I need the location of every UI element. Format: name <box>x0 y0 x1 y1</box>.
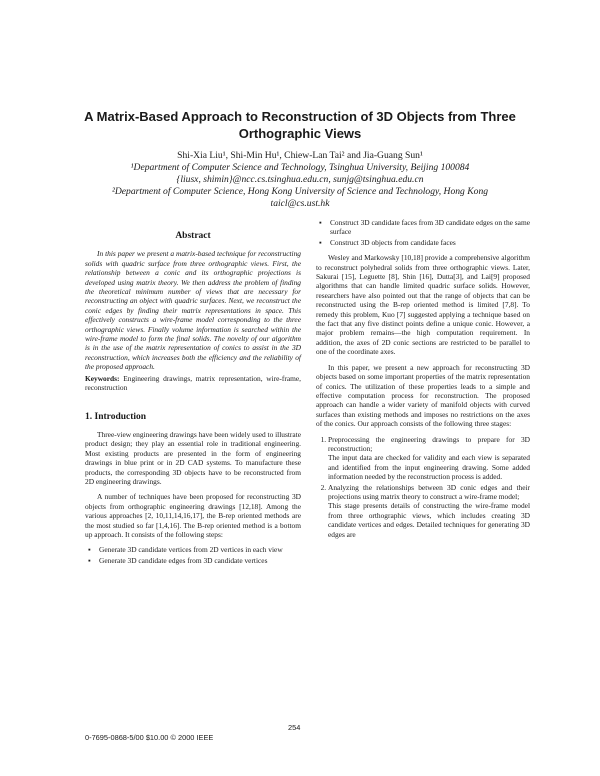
abstract-text: In this paper we present a matrix-based technique for reconstructing solids with quadric surface from three orthographic views. First, the relationship between a conic and its orthographic projections is developed using matrix theory. We then address the problem of finding the theoretical minimum number of views that are necessary for reconstructing an object with quadric surfaces. Next, we reconstruct the conic edges by finding their matrix representations in space. This effectively constructs a wire-frame model corresponding to the three orthographic views. Finally volume information is searched within the wire-frame model to form the final solids. The novelty of our algorithm is in the use of the matrix representation of conics to assist in the 3D reconstruction, which increases both the efficiency and the reliability of the proposed approach. <box>85 249 301 372</box>
keywords-label: Keywords: <box>85 373 120 383</box>
title-line-2: Orthographic Views <box>238 126 362 141</box>
keywords-text: Engineering drawings, matrix representation, wire-frame, reconstruction <box>85 373 301 393</box>
author-block <box>90 150 510 210</box>
intro-paragraph-2: A number of techniques have been proposed for reconstructing 3D objects from orthographic engineering drawings [12,18]. Among the various approaches [2, 10,11,14,16,17], the B-rep oriented methods are the most studied so far [1,4,16]. The B-rep oriented method is a bottom up approach. It consists of the following steps: <box>85 492 301 539</box>
author-names: Shi-Xia Liu¹, Shi-Min Hu¹, Chiew-Lan Tai² and Jia-Guang Sun¹ <box>177 150 423 161</box>
abstract-heading: Abstract <box>175 231 211 241</box>
paper-title <box>60 108 540 142</box>
email-2: taicl@cs.ust.hk <box>270 198 330 209</box>
right-column <box>316 218 530 543</box>
reconstruction-steps-list-b <box>316 218 530 247</box>
introduction-heading: 1. Introduction <box>85 411 147 422</box>
list-item: ▪ Construct 3D objects from candidate faces <box>330 238 530 247</box>
stage-1-text: The input data are checked for validity and each view is separated and identified from the input engineering drawing. Some added information needed by the reconstruction process is added. <box>328 453 530 482</box>
keywords <box>85 374 301 393</box>
list-item: ▪ Generate 3D candidate edges from 3D candidate vertices <box>99 556 301 565</box>
email-1: {liusx, shimin}@ncc.cs.tsinghua.edu.cn, sunjg@tsinghua.edu.cn <box>176 174 424 185</box>
intro-paragraph-3: Wesley and Markowsky [10,18] provide a comprehensive algorithm to reconstruct polyhedral solids from three orthographic views. Later, Sakurai [15], Leguette [8], Shin [16], Dutta[3], and Lai[9] proposed algorithms that can handle limited quadric surface solids. However, researchers have also pointed out that the range of objects that can be reconstructed using the B-rep oriented method is limited [7,8]. To remedy this problem, Kuo [7] suggested applying a technique based on the fact that any five distinct points define a unique conic. However, a major problem remains—the high computation requirement. In addition, the axes of 2D conic sections are restricted to be parallel to one of the coordinate axes. <box>316 253 530 357</box>
reconstruction-steps-list-a <box>85 545 301 565</box>
affiliation-1: ¹Department of Computer Science and Technology, Tsinghua University, Beijing 100084 <box>130 162 470 173</box>
affiliation-2: ²Department of Computer Science, Hong Kong University of Science and Technology, Hong Kong <box>111 186 489 197</box>
left-column <box>85 232 301 571</box>
list-item: ▪ Generate 3D candidate vertices from 2D vertices in each view <box>99 545 301 554</box>
stages-list <box>316 435 530 539</box>
list-item <box>328 435 530 482</box>
page-number: 254 <box>288 723 301 732</box>
list-item: ▪ Construct 3D candidate faces from 3D candidate edges on the same surface <box>330 218 530 237</box>
list-item <box>328 483 530 539</box>
stage-2-text: This stage presents details of constructing the wire-frame model from three orthographic views, which includes creating 3D candidate vertices and edges. Detailed techniques for generating 3D edges are <box>328 501 530 539</box>
title-line-1: A Matrix-Based Approach to Reconstruction of 3D Objects from Three <box>84 109 516 124</box>
stage-1-title: Preprocessing the engineering drawings to prepare for 3D reconstruction; <box>328 434 530 453</box>
intro-paragraph-4: In this paper, we present a new approach for reconstructing 3D objects based on some important properties of the matrix representation of conics. The utilization of these properties leads to a simple and effective computation process for reconstruction. The proposed approach can handle a wider variety of manifold objects with curved surfaces than existing methods and imposes no restrictions on the axes of the conics. Our approach consists of the following three stages: <box>316 362 530 429</box>
stage-2-title: Analyzing the relationships between 3D conic edges and their projections using matrix theory to construct a wire-frame model; <box>328 482 530 501</box>
intro-paragraph-1: Three-view engineering drawings have been widely used to illustrate product design; they play an essential role in traditional engineering. Most existing products are presented in the form of engineering drawings in blue print or in 2D CAD systems. To manufacture these products, the corresponding 3D objects have to be reconstructed from 2D engineering drawings. <box>85 429 301 486</box>
footer-isbn: 0-7695-0868-5/00 $10.00 © 2000 IEEE <box>85 733 214 742</box>
